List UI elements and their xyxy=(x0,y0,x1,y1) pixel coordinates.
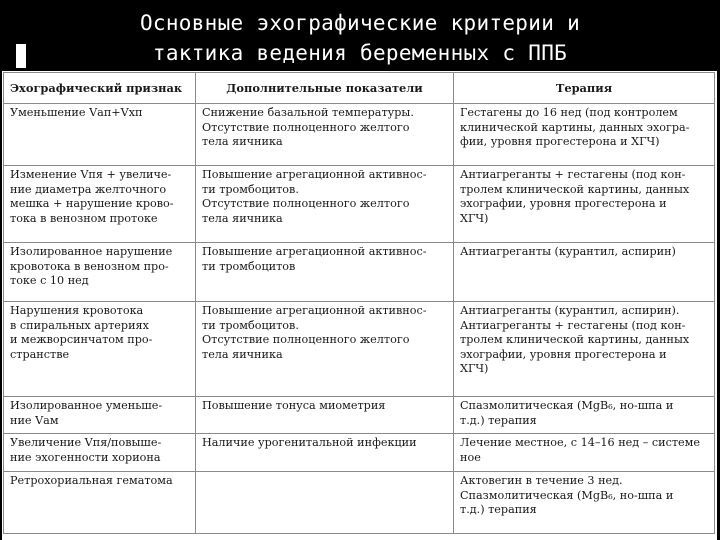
table-cell: Повышение тонуса миометрия xyxy=(196,397,454,434)
table-cell: Антиагреганты (курантил, аспирин) xyxy=(454,243,715,302)
table-cell: Гестагены до 16 нед (под контролем клинической картины, данных эхогра- фии, уровня прогестерона и ХГЧ) xyxy=(454,104,715,166)
slide-title-text: Основные эхографические критерии и тактика ведения беременных с ППБ xyxy=(139,11,581,65)
table-cell: Спазмолитическая (MgB₆, но-шпа и т.д.) терапия xyxy=(454,397,715,434)
table-cell: Антиагреганты + гестагены (под кон- тролем клинической картины, данных эхографии, уровня прогестерона и ХГЧ) xyxy=(454,166,715,243)
header-therapy: Терапия xyxy=(454,73,715,104)
table-cell: Увеличение Vпя/повыше- ние эхогенности хориона xyxy=(4,434,196,472)
table-cell: Антиагреганты (курантил, аспирин). Антиагреганты + гестагены (под кон- тролем клинической картины, данных эхографии, уровня прогестерона и ХГЧ) xyxy=(454,302,715,397)
table-cell: Изолированное нарушение кровотока в венозном про- токе с 10 нед xyxy=(4,243,196,302)
table-row xyxy=(4,243,715,302)
table-row xyxy=(4,166,715,243)
table-row xyxy=(4,472,715,534)
table-cell: Повышение агрегационной активнос- ти тромбоцитов. Отсутствие полноценного желтого тела яичника xyxy=(196,166,454,243)
table-row xyxy=(4,104,715,166)
table-cell: Лечение местное, с 14–16 нед – системе ное xyxy=(454,434,715,472)
criteria-table xyxy=(3,72,715,534)
table-cell: Повышение агрегационной активнос- ти тромбоцитов. Отсутствие полноценного желтого тела яичника xyxy=(196,302,454,397)
table-cell: Нарушения кровотока в спиральных артериях и межворсинчатом про- странстве xyxy=(4,302,196,397)
slide-title xyxy=(0,8,720,68)
table-cell: Актовегин в течение 3 нед. Спазмолитическая (MgB₆, но-шпа и т.д.) терапия xyxy=(454,472,715,534)
table-cell: Наличие урогенитальной инфекции xyxy=(196,434,454,472)
table-row xyxy=(4,302,715,397)
decorative-bar xyxy=(16,44,26,68)
table-cell: Уменьшение Vап+Vхп xyxy=(4,104,196,166)
header-additional-indicators: Дополнительные показатели xyxy=(196,73,454,104)
table-cell: Снижение базальной температуры. Отсутствие полноценного желтого тела яичника xyxy=(196,104,454,166)
table-row xyxy=(4,397,715,434)
table-header-row xyxy=(4,73,715,104)
criteria-table-container xyxy=(2,71,717,540)
table-cell: Изолированное уменьше- ние Vам xyxy=(4,397,196,434)
table-cell xyxy=(196,472,454,534)
table-cell: Изменение Vпя + увеличе- ние диаметра желточного мешка + нарушение крово- тока в венозном протоке xyxy=(4,166,196,243)
table-row xyxy=(4,434,715,472)
header-echo-sign: Эхографический признак xyxy=(4,73,196,104)
table-cell: Повышение агрегационной активнос- ти тромбоцитов xyxy=(196,243,454,302)
table-cell: Ретрохориальная гематома xyxy=(4,472,196,534)
